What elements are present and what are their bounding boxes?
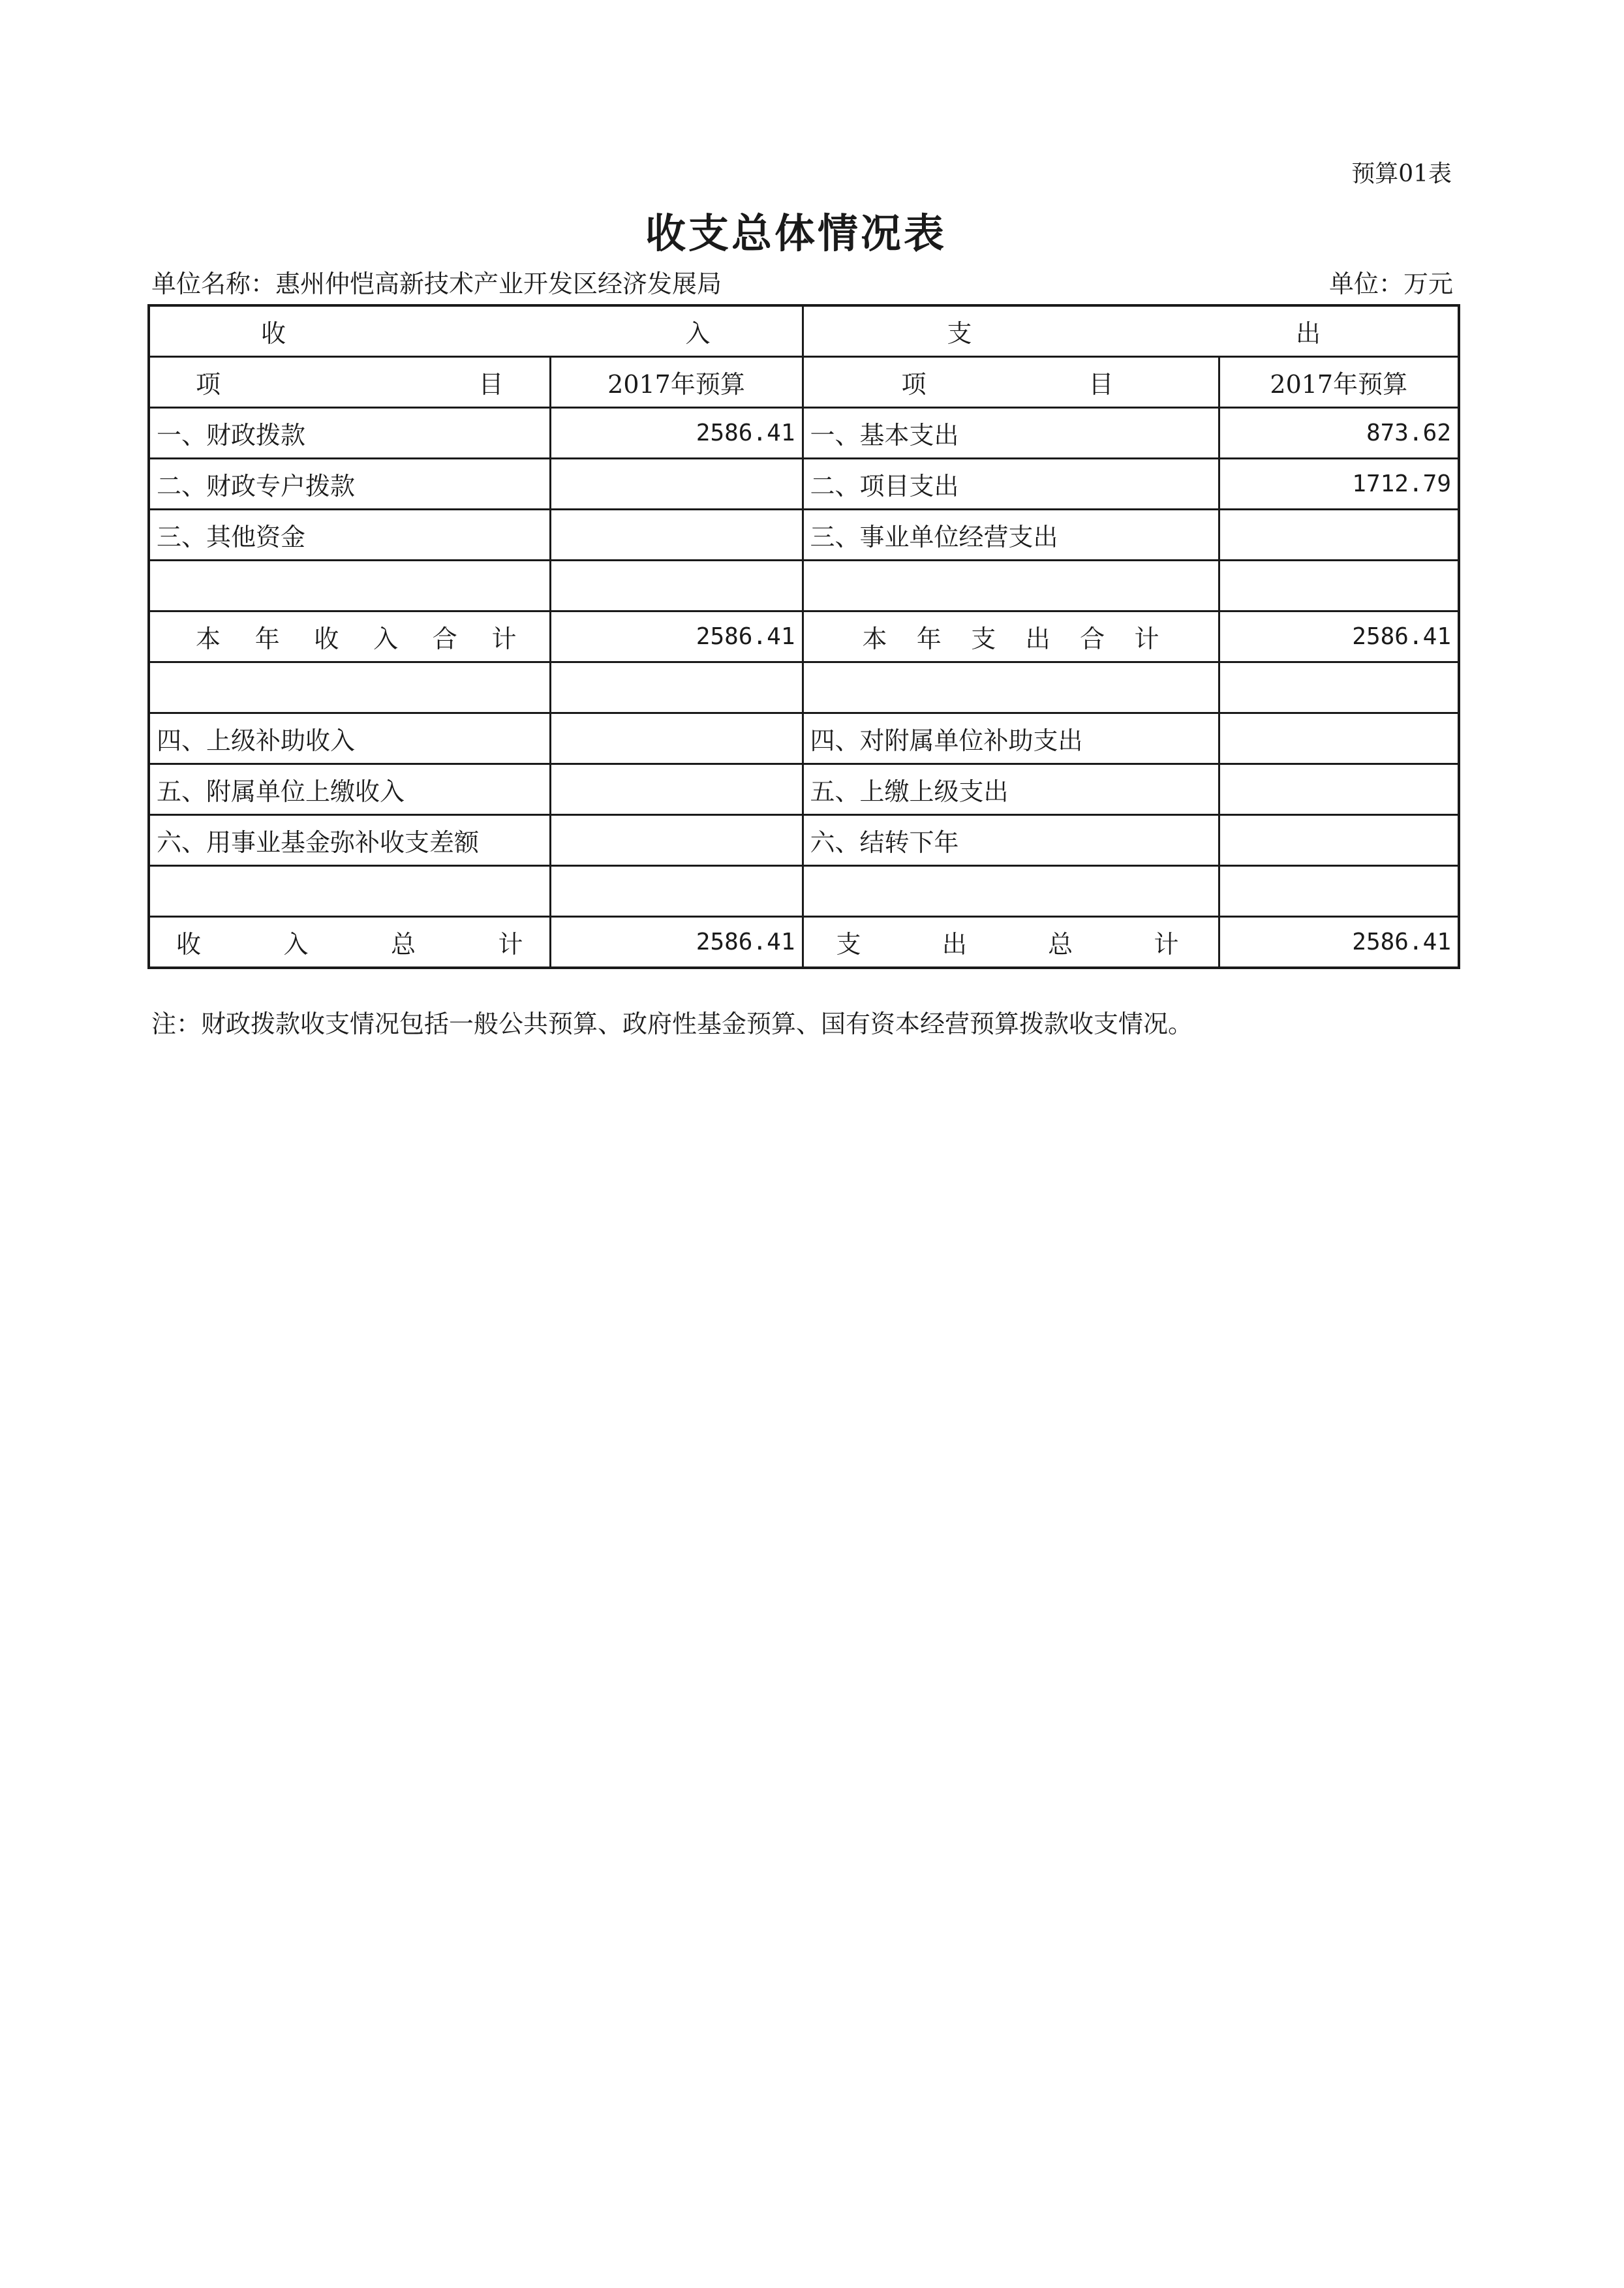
total-char: 入 — [283, 930, 309, 959]
income-item: 五、附属单位上缴收入 — [149, 764, 550, 815]
footnote: 注：财政拨款收支情况包括一般公共预算、政府性基金预算、国有资本经营预算拨款收支情况。 — [151, 1010, 1193, 1038]
expense-total-value: 2586.41 — [1219, 917, 1459, 968]
income-budget-header: 2017年预算 — [550, 357, 803, 408]
subtotal-char: 出 — [1025, 625, 1050, 653]
total-char: 收 — [176, 930, 202, 959]
income-item: 四、上级补助收入 — [149, 713, 550, 764]
expense-subtotal-label — [803, 611, 1219, 662]
income-value — [550, 561, 803, 611]
income-item: 二、财政专户拨款 — [149, 459, 550, 510]
expense-total-label — [803, 917, 1219, 968]
organization-name: 单位名称：惠州仲恺高新技术产业开发区经济发展局 — [151, 270, 722, 298]
income-value — [550, 764, 803, 815]
expense-value — [1219, 662, 1459, 713]
total-char: 出 — [942, 930, 967, 959]
form-code: 预算01表 — [1351, 161, 1452, 187]
unit-label: 单位：万元 — [1328, 270, 1453, 298]
table-row — [149, 866, 1459, 917]
table-row — [149, 815, 1459, 866]
income-head-char: 入 — [685, 319, 711, 348]
expense-item — [803, 662, 1219, 713]
expense-item: 一、基本支出 — [803, 408, 1219, 459]
income-head-char: 收 — [261, 319, 286, 348]
page-title: 收支总体情况表 — [645, 209, 947, 257]
total-char: 支 — [836, 930, 861, 959]
expense-value: 873.62 — [1219, 408, 1459, 459]
expense-item: 二、项目支出 — [803, 459, 1219, 510]
income-section-header — [149, 305, 803, 357]
income-value — [550, 459, 803, 510]
subtotal-char: 支 — [971, 625, 996, 653]
income-item: 六、用事业基金弥补收支差额 — [149, 815, 550, 866]
expense-value — [1219, 866, 1459, 917]
total-char: 总 — [1048, 930, 1073, 959]
income-item: 三、其他资金 — [149, 510, 550, 561]
income-total-label — [149, 917, 550, 968]
expense-item: 四、对附属单位补助支出 — [803, 713, 1219, 764]
expense-head-char: 支 — [947, 319, 972, 348]
income-value — [550, 713, 803, 764]
item-head-char: 目 — [478, 370, 504, 399]
expense-item: 三、事业单位经营支出 — [803, 510, 1219, 561]
subtotal-char: 计 — [1134, 625, 1159, 653]
item-head-char: 目 — [1088, 370, 1114, 399]
income-value — [550, 866, 803, 917]
table-row — [149, 764, 1459, 815]
expense-value — [1219, 561, 1459, 611]
income-value — [550, 815, 803, 866]
expense-item: 五、上缴上级支出 — [803, 764, 1219, 815]
table-row — [149, 408, 1459, 459]
item-head-char: 项 — [196, 370, 221, 399]
expense-budget-header: 2017年预算 — [1219, 357, 1459, 408]
expense-item-header — [803, 357, 1219, 408]
income-total-value: 2586.41 — [550, 917, 803, 968]
income-subtotal-label — [149, 611, 550, 662]
income-value: 2586.41 — [550, 408, 803, 459]
income-item — [149, 866, 550, 917]
column-header-row — [149, 357, 1459, 408]
expense-item — [803, 561, 1219, 611]
subtotal-char: 合 — [1080, 625, 1105, 653]
expense-value — [1219, 510, 1459, 561]
expense-value — [1219, 713, 1459, 764]
income-item: 一、财政拨款 — [149, 408, 550, 459]
income-value — [550, 510, 803, 561]
income-subtotal-value: 2586.41 — [550, 611, 803, 662]
table-row — [149, 510, 1459, 561]
subtotal-char: 计 — [491, 625, 517, 653]
expense-item — [803, 866, 1219, 917]
subtotal-char: 本 — [862, 625, 887, 653]
subtotal-row — [149, 611, 1459, 662]
subtotal-char: 入 — [373, 625, 399, 653]
income-item — [149, 561, 550, 611]
subtotal-char: 年 — [916, 625, 942, 653]
expense-item: 六、结转下年 — [803, 815, 1219, 866]
income-value — [550, 662, 803, 713]
table-row — [149, 459, 1459, 510]
total-char: 计 — [498, 930, 523, 959]
subtotal-char: 本 — [196, 625, 221, 653]
expense-section-header — [803, 305, 1459, 357]
total-char: 计 — [1154, 930, 1179, 959]
expense-value: 1712.79 — [1219, 459, 1459, 510]
table-row — [149, 561, 1459, 611]
income-item — [149, 662, 550, 713]
total-char: 总 — [390, 930, 416, 959]
subtotal-char: 年 — [254, 625, 280, 653]
expense-value — [1219, 764, 1459, 815]
income-item-header — [149, 357, 550, 408]
total-row — [149, 917, 1459, 968]
budget-table — [147, 304, 1460, 969]
subtotal-char: 收 — [314, 625, 339, 653]
subtotal-char: 合 — [432, 625, 457, 653]
expense-head-char: 出 — [1295, 319, 1321, 348]
table-row — [149, 713, 1459, 764]
expense-subtotal-value: 2586.41 — [1219, 611, 1459, 662]
table-row — [149, 662, 1459, 713]
section-header-row — [149, 305, 1459, 357]
expense-value — [1219, 815, 1459, 866]
item-head-char: 项 — [901, 370, 927, 399]
